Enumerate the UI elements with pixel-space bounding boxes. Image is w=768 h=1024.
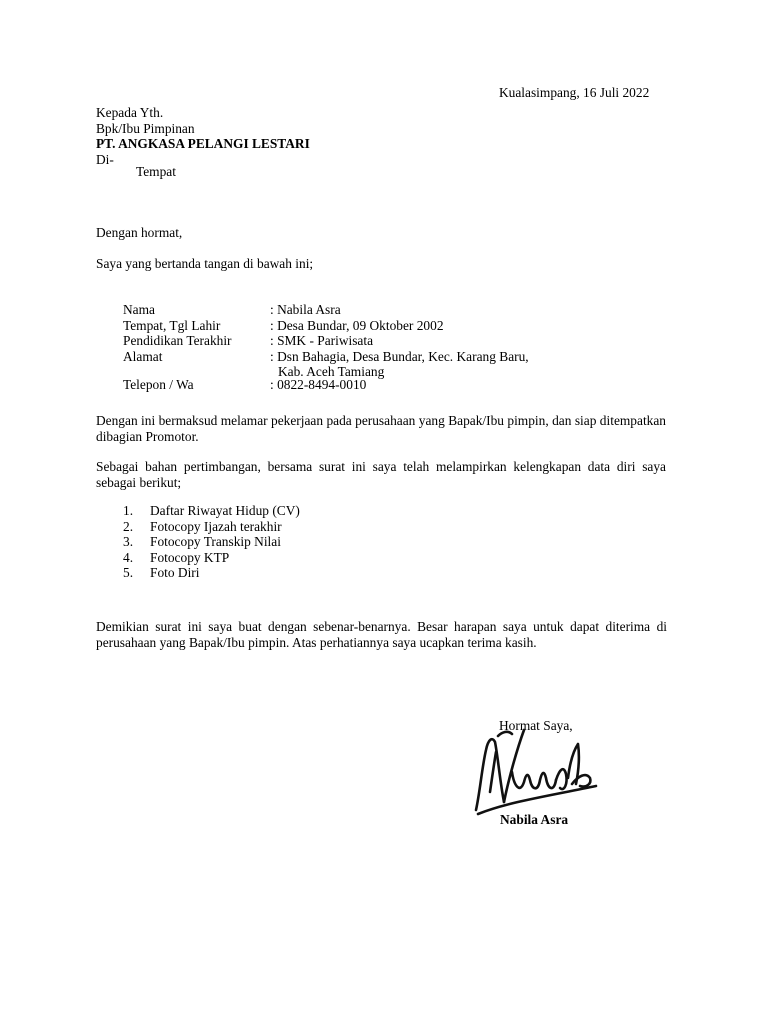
recipient-company: PT. ANGKASA PELANGI LESTARI (96, 136, 310, 151)
intro-text: Saya yang bertanda tangan di bawah ini; (96, 256, 314, 271)
list-item-number: 4. (123, 549, 134, 565)
regards-text: Hormat Saya, (499, 718, 573, 733)
list-item-text: Fotocopy Ijazah terakhir (150, 518, 282, 534)
place-date: Kualasimpang, 16 Juli 2022 (499, 85, 650, 100)
identity-value: : SMK - Pariwisata (270, 333, 374, 348)
identity-value-continuation: Kab. Aceh Tamiang (278, 364, 385, 379)
list-item-text: Fotocopy KTP (150, 549, 230, 565)
list-item-number: 1. (123, 503, 134, 518)
recipient-line-4: Di- (96, 151, 114, 167)
list-item-number: 2. (123, 518, 134, 534)
signature-scribble (468, 722, 603, 817)
identity-value: : 0822-8494-0010 (270, 377, 367, 392)
recipient-line-5: Tempat (136, 164, 176, 179)
signature-image (468, 722, 603, 821)
purpose-paragraph: Dengan ini bermaksud melamar pekerjaan pada perusahaan yang Bapak/Ibu pimpin, dan siap ditempatkan dibagian Promotor. (96, 413, 666, 444)
list-item (123, 519, 282, 535)
list-item-text: Foto Diri (150, 565, 200, 580)
recipient-line-1: Kepada Yth. (96, 105, 164, 120)
identity-label: Alamat (123, 348, 163, 364)
list-item (123, 534, 281, 550)
list-item (123, 550, 229, 566)
list-item-number: 5. (123, 565, 134, 580)
identity-value: : Dsn Bahagia, Desa Bundar, Kec. Karang Baru, (270, 348, 529, 364)
signer-name: Nabila Asra (500, 812, 569, 827)
identity-label: Nama (123, 302, 155, 317)
list-item-text: Daftar Riwayat Hidup (CV) (150, 503, 300, 518)
identity-label: Telepon / Wa (123, 377, 194, 392)
recipient-line-2: Bpk/Ibu Pimpinan (96, 120, 195, 136)
attachments-intro: Sebagai bahan pertimbangan, bersama surat ini saya telah melampirkan kelengkapan data diri saya sebagai berikut; (96, 459, 666, 490)
identity-value: : Nabila Asra (270, 302, 341, 317)
closing-paragraph: Demikian surat ini saya buat dengan sebenar-benarnya. Besar harapan saya untuk dapat diterima di perusahaan yang Bapak/Ibu pimpin. Atas perhatiannya saya ucapkan terima kasih. (96, 619, 667, 650)
list-item-text: Fotocopy Transkip Nilai (150, 534, 281, 549)
identity-label: Pendidikan Terakhir (123, 333, 232, 348)
list-item (123, 565, 199, 581)
identity-value: : Desa Bundar, 09 Oktober 2002 (270, 317, 444, 333)
list-item-number: 3. (123, 534, 134, 549)
greeting: Dengan hormat, (96, 225, 183, 240)
identity-label: Tempat, Tgl Lahir (123, 317, 221, 333)
list-item (123, 503, 300, 519)
